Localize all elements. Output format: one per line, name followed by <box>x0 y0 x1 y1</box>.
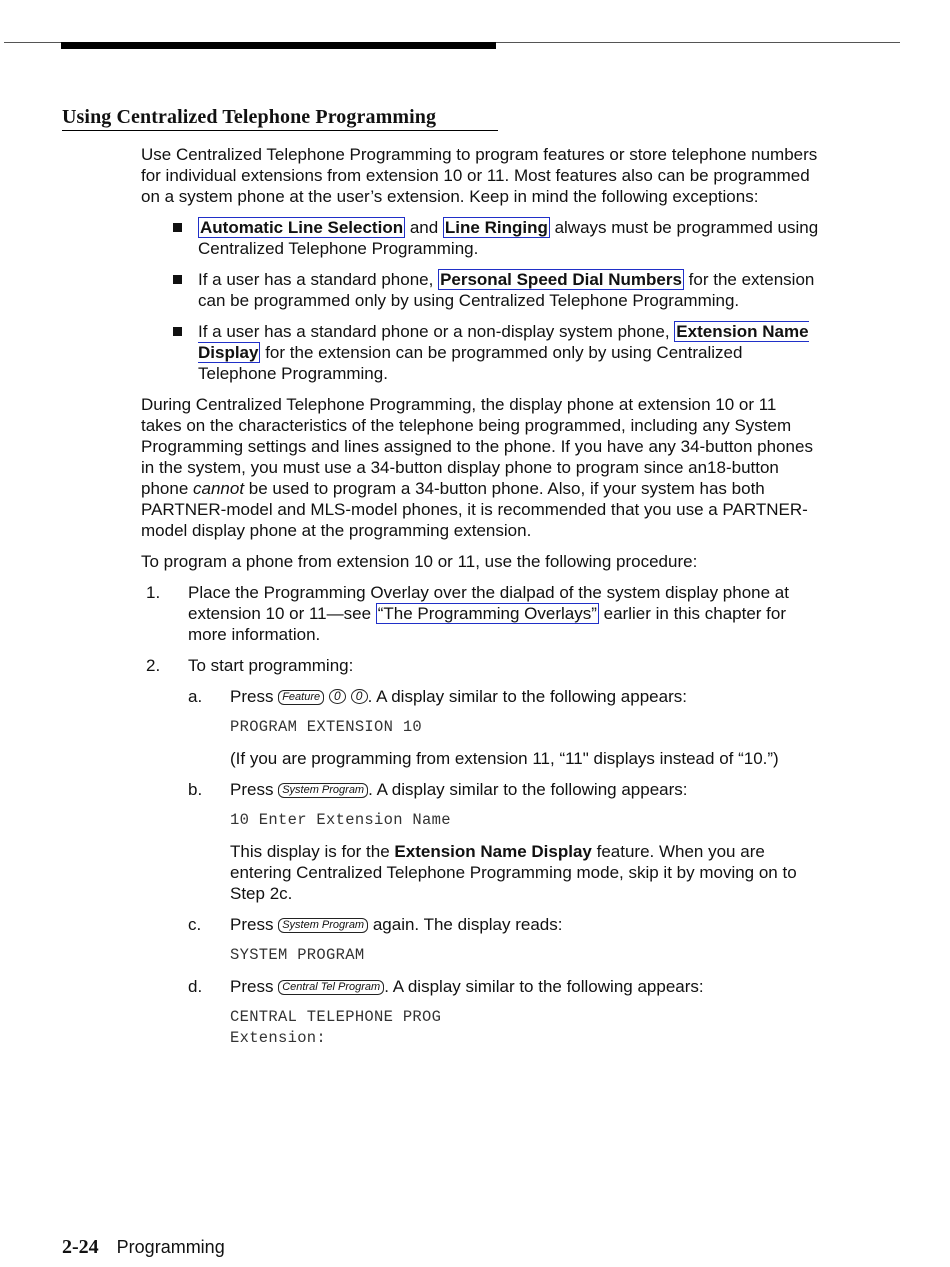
substep-note <box>230 841 821 904</box>
substep-b <box>188 779 821 904</box>
display-readout: CENTRAL TELEPHONE PROG <box>230 1008 442 1026</box>
automatic-line-selection-link[interactable]: Automatic Line Selection <box>200 218 404 237</box>
step-number: 1. <box>146 583 161 602</box>
step-text: earlier in this chapter for more information. <box>188 604 787 644</box>
emphasis-text: cannot <box>193 479 245 498</box>
display-readout: Extension: <box>230 1029 327 1047</box>
characteristics-paragraph <box>141 394 821 541</box>
substep-note: (If you are programming from extension 11, “11" displays instead of “10.”) <box>230 749 779 768</box>
procedure-intro: To program a phone from extension 10 or 11, use the following procedure: <box>141 552 698 571</box>
display-readout: PROGRAM EXTENSION 10 <box>230 718 423 736</box>
substep-text: Press <box>230 687 279 706</box>
substep-text: again. The display reads: <box>368 915 563 934</box>
central-tel-program-key-icon: Central Tel Program <box>278 980 384 995</box>
substep-instruction <box>230 914 821 935</box>
substep-text: . A display similar to the following appears: <box>367 687 687 706</box>
substep-instruction <box>230 779 821 800</box>
substep-text: . A display similar to the following appears: <box>368 780 688 799</box>
substep-letter: c. <box>188 915 202 934</box>
section-heading: Using Centralized Telephone Programming <box>62 106 498 131</box>
paragraph-text: During Centralized Telephone Programming, the display phone at extension 10 or 11 takes on the characteristics of the telephone being programmed, including any System Programming settings and lines assigned to the phone. If you have any 34-button phones in the system, you must use a 34-button display phone to program since an18-button phone <box>141 395 813 498</box>
list-item <box>141 269 821 311</box>
substep-text: Press <box>230 915 279 934</box>
bullet-square-icon <box>173 275 182 284</box>
display-readout: SYSTEM PROGRAM <box>230 946 365 964</box>
line-ringing-link[interactable]: Line Ringing <box>444 218 548 237</box>
zero-key-icon: 0 <box>329 689 346 704</box>
list-item-text: If a user has a standard phone, <box>198 270 439 289</box>
list-item-text: and <box>405 218 443 237</box>
bullet-square-icon <box>173 223 182 232</box>
procedure-steps <box>141 582 821 1049</box>
list-item-text: If a user has a standard phone or a non-display system phone, <box>198 322 675 341</box>
intro-paragraph: Use Centralized Telephone Programming to program features or store telephone numbers for individual extensions from extension 10 or 11. Most features also can be programmed on a system phone at the user’s extension. Keep in mind the following exceptions: <box>141 145 818 206</box>
list-item <box>141 217 821 259</box>
step-1 <box>141 582 821 645</box>
substep-instruction <box>230 686 821 707</box>
paragraph-text: be used to program a 34-button phone. Also, if your system has both PARTNER-model and MLS-model phones, it is recommended that you use a PARTNER-model display phone at the programming extension. <box>141 479 808 540</box>
substep-text: feature. When you are entering Centralized Telephone Programming mode, skip it by moving on to Step 2c. <box>230 842 797 903</box>
substep-c <box>188 914 821 966</box>
list-item-text: always must be programmed using Centralized Telephone Programming. <box>198 218 819 258</box>
substep-letter: a. <box>188 687 203 706</box>
extension-name-display-link[interactable]: Extension Name Display <box>198 322 809 362</box>
feature-key-icon: Feature <box>278 690 324 705</box>
step-number: 2. <box>146 656 161 675</box>
step-text: To start programming: <box>188 656 354 675</box>
substep-letter: d. <box>188 977 203 996</box>
page-number: 2-24 <box>62 1236 99 1258</box>
footer-section: Programming <box>116 1237 225 1257</box>
substep-text: This display is for the <box>230 842 395 861</box>
step-2 <box>141 655 821 1049</box>
list-item <box>141 321 821 384</box>
step-text: Place the Programming Overlay over the dialpad of the system display phone at extension 10 or 11—see <box>188 583 789 623</box>
zero-key-icon: 0 <box>351 689 368 704</box>
list-item-text: for the extension can be programmed only by using Centralized Telephone Programming. <box>198 270 815 310</box>
substep-instruction <box>230 976 821 997</box>
substep-text: Press <box>230 977 279 996</box>
page-footer <box>62 1236 225 1259</box>
substep-letter: b. <box>188 780 203 799</box>
top-rule-bar <box>61 42 496 49</box>
substep-a <box>188 686 821 769</box>
personal-speed-dial-numbers-link[interactable]: Personal Speed Dial Numbers <box>440 270 682 289</box>
bold-text: Extension Name Display <box>394 842 592 861</box>
bullet-square-icon <box>173 327 182 336</box>
substep-text: . A display similar to the following appears: <box>384 977 704 996</box>
display-readout: 10 Enter Extension Name <box>230 811 451 829</box>
exceptions-list <box>141 217 821 384</box>
programming-overlays-link[interactable]: “The Programming Overlays” <box>377 604 597 623</box>
substep-text: Press <box>230 780 279 799</box>
list-item-text: for the extension can be programmed only by using Centralized Telephone Programming. <box>198 343 743 383</box>
system-program-key-icon: System Program <box>278 918 368 933</box>
section-body <box>141 144 821 1059</box>
system-program-key-icon: System Program <box>278 783 368 798</box>
substep-d <box>188 976 821 1049</box>
